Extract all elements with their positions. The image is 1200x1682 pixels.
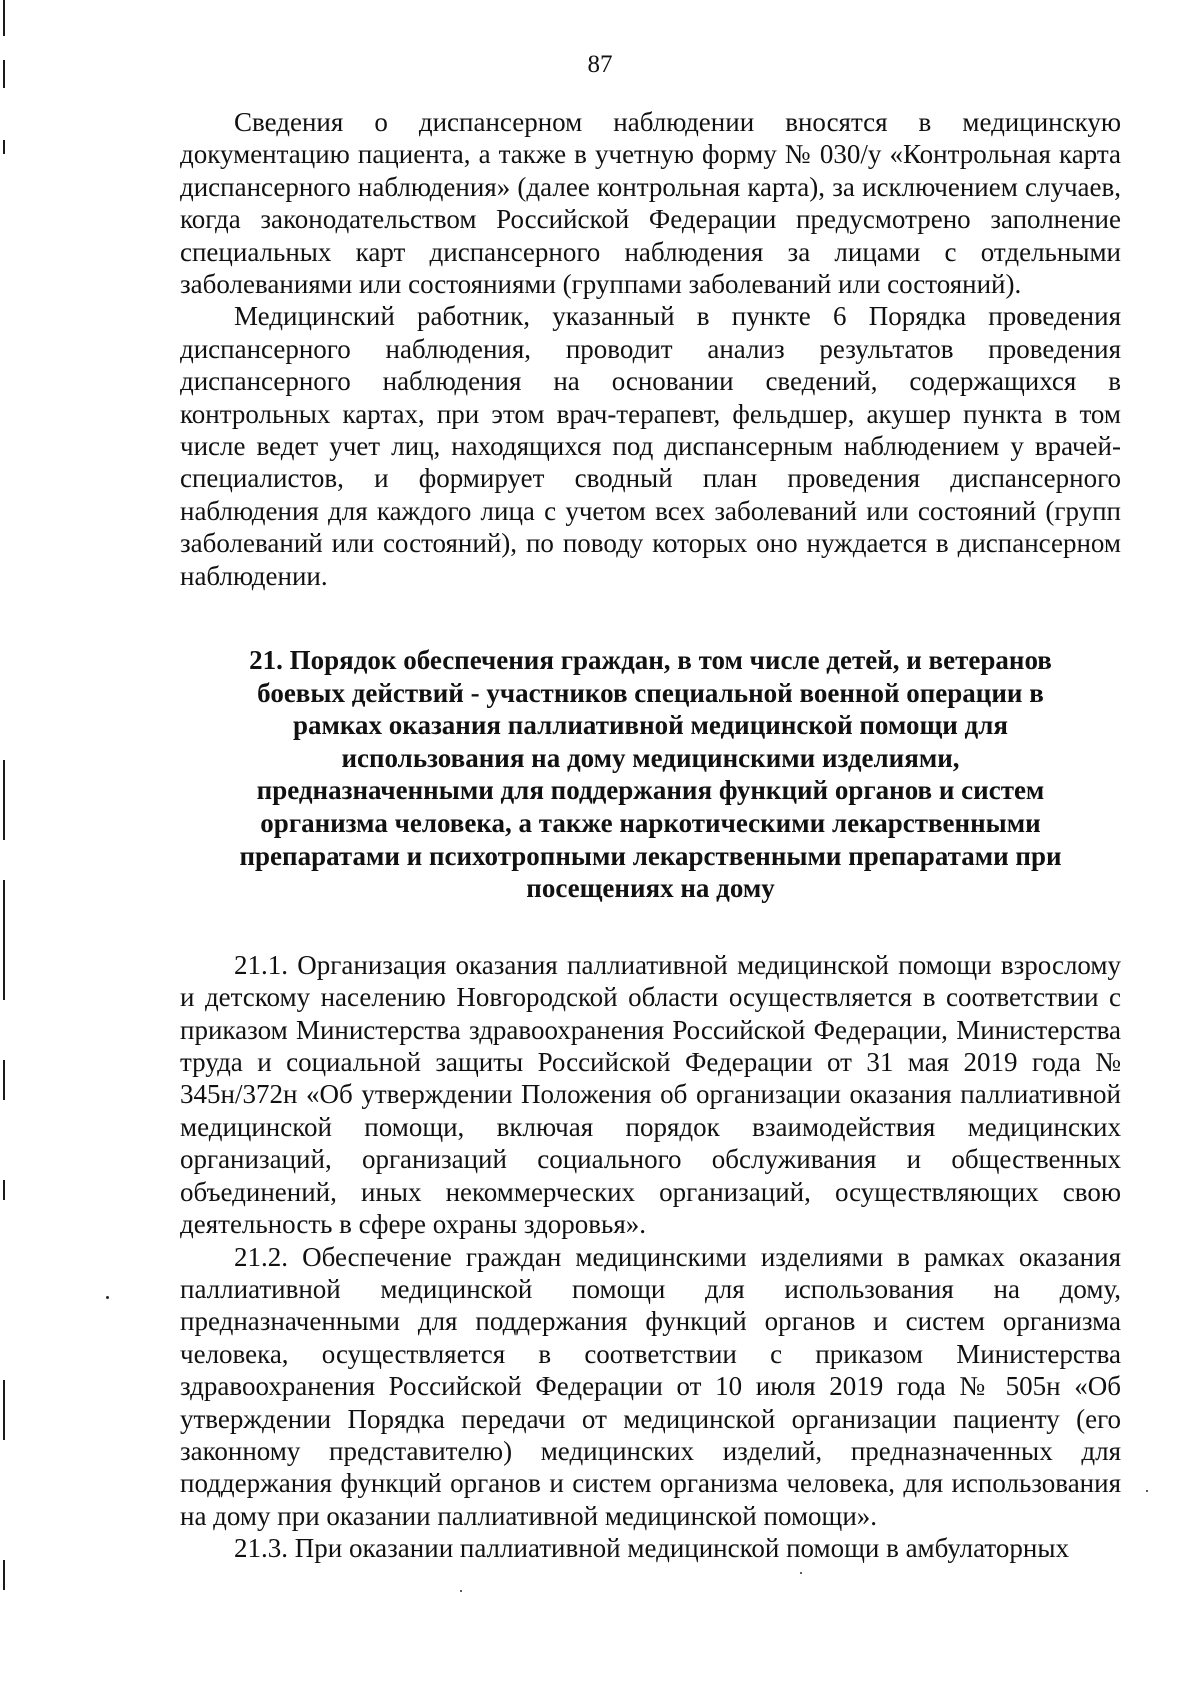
scan-speck xyxy=(800,1572,802,1574)
scan-edge-mark xyxy=(3,1060,5,1100)
scan-edge-mark xyxy=(3,760,5,840)
scan-speck xyxy=(106,1296,109,1299)
section-paragraph-21-2: 21.2. Обеспечение граждан медицинскими изделиями в рамках оказания паллиативной медицинской помощи для использования на дому, предназначенными для поддержания функций органов и систем организма человека, осуществляется в соответствии с приказом Министерства здравоохранения Российской Федерации от 10 июля 2019 года № 505н «Об утверждении Порядка передачи от медицинской организации пациенту (его законному представителю) медицинских изделий, предназначенных для поддержания функций органов и систем организма человека, для использования на дому при оказании паллиативной медицинской помощи». xyxy=(180,1241,1121,1531)
section-paragraph-21-3: 21.3. При оказании паллиативной медицинской помощи в амбулаторных xyxy=(234,1533,1069,1564)
scan-edge-mark xyxy=(3,1180,5,1200)
scan-edge-mark xyxy=(3,1380,5,1440)
scan-edge-mark xyxy=(3,880,5,1000)
section-paragraph-21-1: 21.1. Организация оказания паллиативной медицинской помощи взрослому и детскому населению Новгородской области осуществляется в соответствии с приказом Министерства здравоохранения Российской Федерации, Министерства труда и социальной защиты Российской Федерации от 31 мая 2019 года № 345н/372н «Об утверждении Положения об организации оказания паллиативной медицинской помощи, включая порядок взаимодействия медицинских организаций, организаций социального обслуживания и общественных объединений, иных некоммерческих организаций, осуществляющих свою деятельность в сфере охраны здоровья». xyxy=(180,949,1121,1240)
scan-edge-mark xyxy=(3,1560,5,1590)
document-body xyxy=(180,106,1121,1565)
page-number: 87 xyxy=(587,51,613,78)
scan-edge-mark xyxy=(3,0,5,36)
scan-edge-mark xyxy=(3,140,5,154)
section-heading: 21. Порядок обеспечения граждан, в том числе детей, и ветеранов боевых действий - участников специальной военной операции в рамках оказания паллиативной медицинской помощи для использования на дому медицинскими изделиями, предназначенными для поддержания функций органов и систем организма человека, а также наркотическими лекарственными препаратами и психотропными лекарственными препаратами при посещениях на дому xyxy=(239,645,1062,904)
intro-paragraph-1: Сведения о диспансерном наблюдении вносятся в медицинскую документацию пациента, а также в учетную форму № 030/у «Контрольная карта диспансерного наблюдения» (далее контрольная карта), за исключением случаев, когда законодательством Российской Федерации предусмотрено заполнение специальных карт диспансерного наблюдения за лицами с отдельными заболеваниями или состояниями (группами заболеваний или состояний). xyxy=(180,107,1121,300)
intro-paragraph-2: Медицинский работник, указанный в пункте 6 Порядка проведения диспансерного наблюдения, проводит анализ результатов проведения диспансерного наблюдения на основании сведений, содержащихся в контрольных картах, при этом врач-терапевт, фельдшер, акушер пункта в том числе ведет учет лиц, находящихся под диспансерным наблюдением у врачей-специалистов, и формирует сводный план проведения диспансерного наблюдения для каждого лица с учетом всех заболеваний или состояний (групп заболеваний или состояний), по поводу которых оно нуждается в диспансерном наблюдении. xyxy=(180,301,1121,591)
scan-speck xyxy=(460,1590,462,1592)
section-body xyxy=(180,949,1121,1565)
scan-speck xyxy=(1146,1490,1148,1492)
